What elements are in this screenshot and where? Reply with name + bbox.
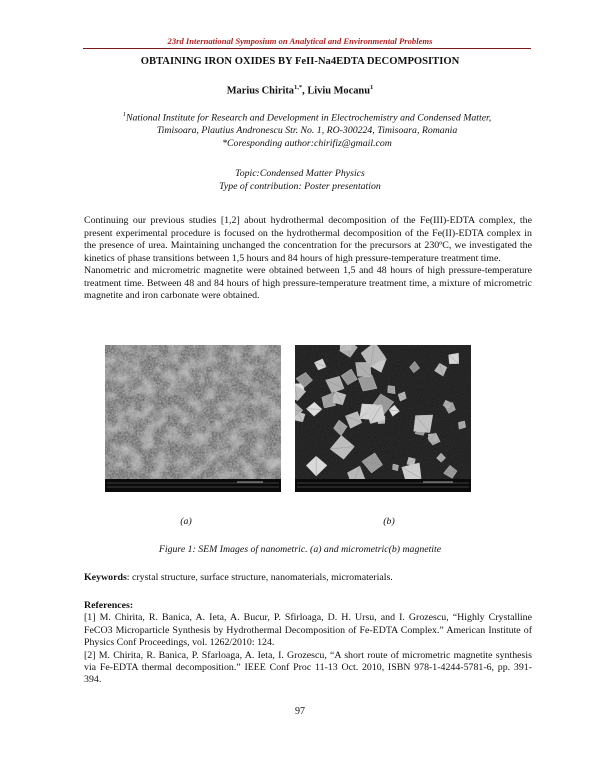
- sem-image-a: [105, 345, 281, 492]
- references-heading: References:: [84, 600, 134, 611]
- affiliation-line: Timisoara, Plautius Andronescu Str. No. 1, RO-300224, Timisoara, Romania: [156, 125, 458, 137]
- paper-title: OBTAINING IRON OXIDES BY FeII-Na4EDTA DECOMPOSITION: [140, 56, 460, 67]
- keywords-line: [84, 572, 532, 583]
- author-name: Marius Chirita: [226, 85, 294, 97]
- authors-line: [0, 84, 600, 96]
- author-separator: ,: [302, 85, 308, 97]
- corresponding-author: *Coresponding author:chirifiz@gmail.com: [222, 138, 392, 150]
- topic-line: Topic:Condensed Matter Physics: [235, 168, 365, 179]
- author-affiliation-mark: 1,*: [294, 84, 303, 91]
- contribution-type: Type of contribution: Poster presentation: [219, 181, 381, 192]
- body-paragraph: Continuing our previous studies [1,2] about hydrothermal decomposition of the Fe(III)-EDTA complex, the present experimental procedure is focused on the hydrothermal decomposition of the Fe(II)-EDTA complex in the presence of urea. Maintaining unchanged the concentration for the precursors at 230ºC, we investigated the kinetics of phase transitions between 1,5 hours and 84 hours of high pressure-temperature treatment time.: [84, 215, 532, 264]
- header-rule: [83, 48, 531, 49]
- figure-caption: Figure 1: SEM Images of nanometric. (a) and micrometric(b) magnetite: [158, 544, 442, 555]
- reference-item: [2] M. Chirita, R. Banica, P. Sfarloaga, A. Ieta, I. Grozescu, “A short route of micrometric magnetite synthesis via Fe-EDTA thermal decomposition.” IEEE Conf Proc 11-13 Oct. 2010, ISBN 978-1-4244-5781-6, pp. 391-394.: [84, 649, 532, 686]
- reference-item: [1] M. Chirita, R. Banica, A. Ieta, A. Bucur, P. Sfirloaga, D. H. Ursu, and I. Grozescu, “Highly Crystalline FeCO3 Microparticle Synthesis by Hydrothermal Decomposition of Fe-EDTA Complex.” American Institute of Physics Conf Proceedings, vol. 1262/2010: 124.: [84, 612, 532, 649]
- body-paragraph: Nanometric and micrometric magnetite were obtained between 1,5 and 48 hours of high pressure-temperature treatment time. Between 48 and 84 hours of high pressure-temperature treatment time, a mixture of micrometric magnetite and iron carbonate were obtained.: [84, 265, 532, 301]
- keywords-text: : crystal structure, surface structure, nanomaterials, micromaterials.: [126, 572, 393, 583]
- author-name: Liviu Mocanu: [307, 85, 370, 97]
- keywords-label: Keywords: [84, 572, 127, 583]
- page-number: 97: [295, 706, 305, 717]
- affiliation-line: National Institute for Research and Development in Electrochemistry and Condensed Matter,: [126, 112, 492, 124]
- figure-label-a: (a): [180, 516, 192, 527]
- figure-label-b: (b): [383, 516, 395, 527]
- abstract-body: [84, 215, 532, 303]
- sem-image-b: [295, 345, 471, 492]
- author-affiliation-mark: 1: [369, 84, 374, 91]
- topic-block: [0, 167, 600, 193]
- references: [84, 600, 532, 687]
- affiliation: [82, 108, 532, 150]
- conference-header: 23rd International Symposium on Analytical and Environmental Problems: [167, 36, 433, 46]
- affiliation-mark: 1: [122, 111, 126, 118]
